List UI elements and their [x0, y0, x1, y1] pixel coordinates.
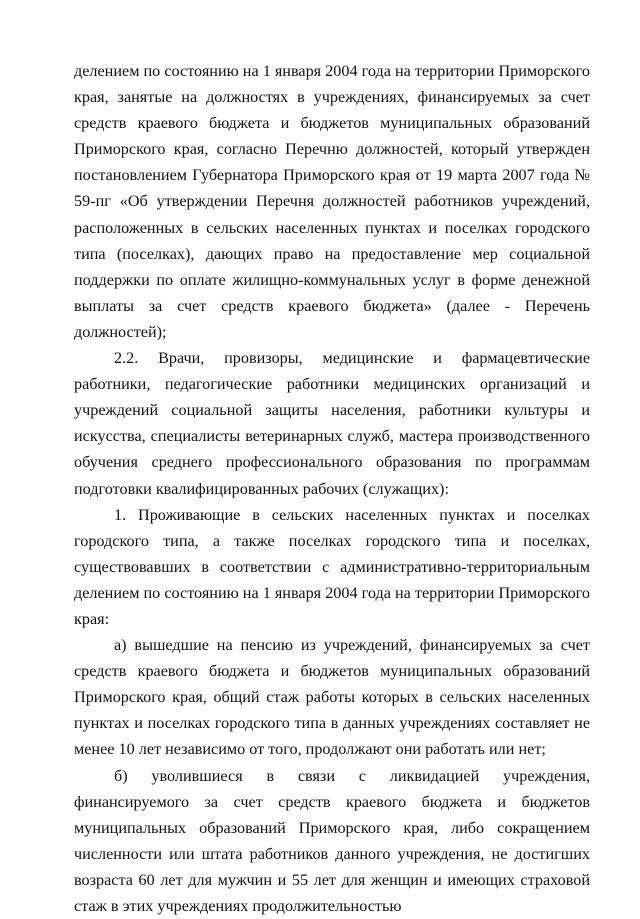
paragraph-item-a: а) вышедшие на пенсию из учреждений, финансируемых за счет средств краевого бюджета и бюджетов муниципальных образований Приморского края, общий стаж работы которых в сельских населенных пунктах и поселках городского типа в данных учреждениях составляет не менее 10 лет независимо от того, продолжают они работать или нет;	[74, 636, 590, 759]
document-body	[74, 58, 590, 919]
paragraph-item-1: 1. Проживающие в сельских населенных пунктах и поселках городского типа, а также поселках городского типа и поселках, существовавших в соответствии с административно-территориальным делением по состоянию на 1 января 2004 года на территории Приморского края:	[74, 505, 590, 628]
paragraph-continuation: делением по состоянию на 1 января 2004 года на территории Приморского края, занятые на должностях в учреждениях, финансируемых за счет средств краевого бюджета и бюджетов муниципальных образований Приморского края, согласно Перечню должностей, который утвержден постановлением Губернатора Приморского края от 19 марта 2007 года № 59-пг «Об утверждении Перечня должностей работников учреждений, расположенных в сельских населенных пунктах и поселках городского типа (поселках), дающих право на предоставление мер социальной поддержки по оплате жилищно-коммунальных услуг в форме денежной выплаты за счет средств краевого бюджета» (далее - Перечень должностей);	[74, 62, 590, 341]
paragraph-2-2: 2.2. Врачи, провизоры, медицинские и фармацевтические работники, педагогические работники медицинских организаций и учреждений социальной защиты населения, работники культуры и искусства, специалисты ветеринарных служб, мастера производственного обучения среднего профессионального образования по программам подготовки квалифицированных рабочих (служащих):	[74, 349, 590, 498]
paragraph-item-b: б) уволившиеся в связи с ликвидацией учреждения, финансируемого за счет средств краевого бюджета и бюджетов муниципальных образований Приморского края, либо сокращением численности или штата работников данного учреждения, не достигших возраста 60 лет для мужчин и 55 лет для женщин и имеющих страховой стаж в этих учреждениях продолжительностью	[74, 766, 590, 915]
